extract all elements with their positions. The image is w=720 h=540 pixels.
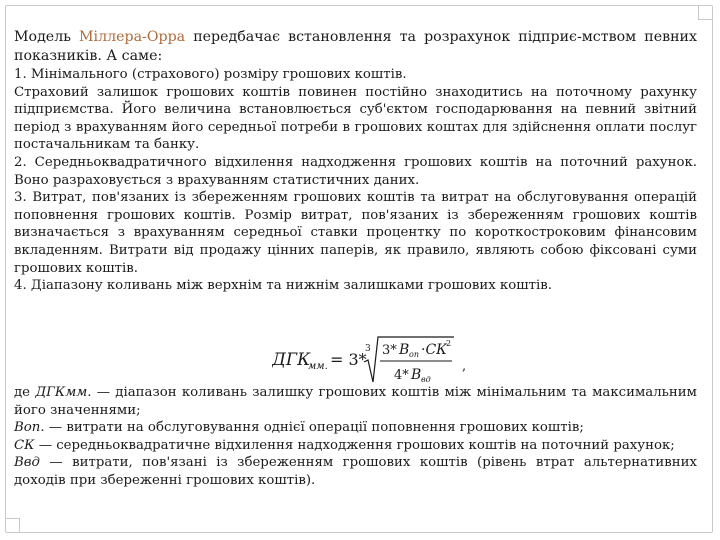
formula-num-exp: 2 [446, 339, 452, 348]
definition-item [14, 454, 697, 489]
intro-prefix: Модель [14, 29, 80, 45]
intro-suffix: передбачає встановлення та розрахунок підприє-мством певних показників. А саме: [14, 29, 697, 64]
formula-lhs-sub: мм. [308, 361, 328, 372]
main-text [14, 28, 697, 295]
paragraph: Страховий залишок грошових коштів повинен постійно знаходитись на поточному рахунку підприємства. Його величина встановлюється суб'єктом господарювання на певний звітний період з врахуванням його середньої потреби в грошових коштах для здійснення оплати послуг постачальникам та банку. [14, 84, 697, 153]
paragraph: 2. Середньоквадратичного відхилення надходження грошових коштів на поточний рахунок. Воно разраховується з врахуванням статистичних даних. [14, 154, 697, 188]
intro-paragraph [14, 28, 697, 66]
definition-text: — витрати на обслуговування однієї операції поповнення грошових коштів; [44, 420, 584, 436]
formula-tail: , [462, 359, 467, 374]
formula-num-b-sub: оп [409, 350, 419, 359]
formula-coef: = 3* [330, 350, 367, 369]
formula-num-ck: ·СК [421, 342, 447, 358]
definition-text: — середньоквадратичне відхилення надходження грошових коштів на поточний рахунок; [34, 437, 675, 453]
model-name: Міллера-Орра [79, 29, 186, 45]
paragraph: 1. Мінімального (страхового) розміру грошових коштів. [14, 67, 407, 82]
definition-term: СК [14, 437, 35, 453]
formula [272, 334, 472, 386]
definition-text: — діапазон коливань залишку грошових коштів між мінімальним та максимальним його значеннями; [14, 385, 697, 418]
paragraph: 3. Витрат, пов'язаних із збереженням грошових коштів та витрат на обслуговування операцій поповнення грошових коштів. Розмір витрат, пов'язаних із збереженням грошових коштів визначається з врахуванням середньої ставки процентку по короткостроковим фінансовим вкладенням. Витрати від продажу цінних паперів, як правило, являють собою фіксовані суми грошових коштів. [14, 190, 697, 276]
formula-num-const: 3* [382, 343, 397, 358]
corner-decoration [5, 518, 20, 533]
definition-item [14, 437, 697, 455]
formula-root-index: 3 [365, 344, 371, 354]
definition-term: ДГКмм. [35, 385, 92, 400]
formula-num-b: В [399, 342, 410, 358]
formula-den-b: В [411, 367, 422, 383]
definition-item [14, 384, 697, 419]
definitions [14, 384, 697, 490]
formula-lhs: ДГК [272, 350, 311, 370]
definition-item [14, 419, 697, 437]
formula-den-const: 4* [394, 368, 409, 383]
definition-term: Воп. [14, 420, 45, 436]
definition-term: Ввд [14, 455, 40, 471]
formula-den-b-sub: вд [421, 375, 431, 384]
paragraph: 4. Діапазону коливань між верхнім та нижнім залишками грошових коштів. [14, 278, 552, 294]
definitions-prefix: де [14, 385, 36, 400]
definition-text: — витрати, пов'язані із збереженням грошових коштів (рівень втрат альтернативних доходів при збереженні грошових коштів). [14, 455, 697, 488]
corner-decoration [698, 5, 713, 20]
